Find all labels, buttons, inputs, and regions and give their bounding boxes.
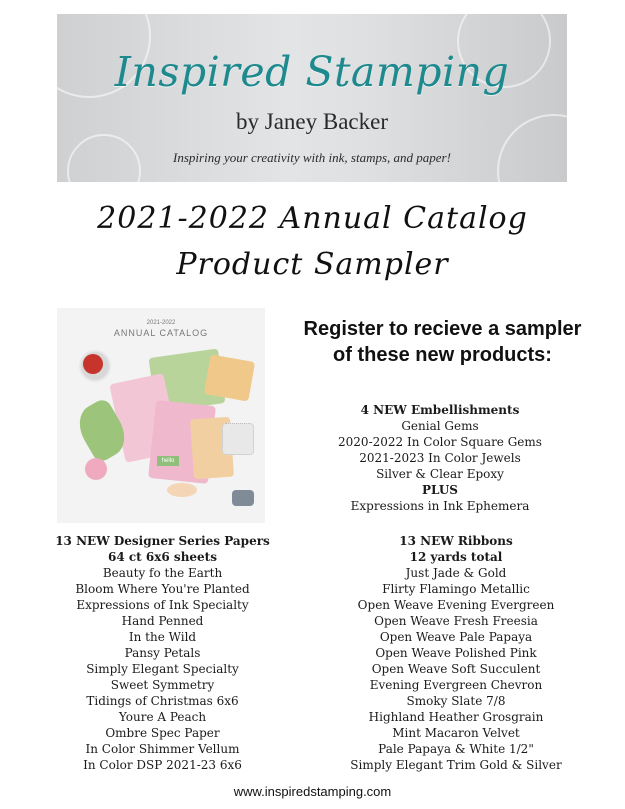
list-item: Smoky Slate 7/8 [406, 694, 506, 708]
list-item: Expressions in Ink Ephemera [350, 499, 530, 513]
list-item: Simply Elegant Specialty [86, 662, 239, 676]
ribbons-subheader: 12 yards total [409, 550, 503, 564]
list-item: Open Weave Polished Pink [375, 646, 537, 660]
register-line2: of these new products: [333, 344, 552, 366]
cover-year: 2021-2022 [146, 320, 176, 326]
flower-decoration [85, 458, 107, 480]
card-orange [204, 354, 255, 401]
list-item: Youre A Peach [118, 710, 207, 724]
catalog-cover-image [57, 308, 265, 523]
header-banner [57, 14, 567, 182]
list-item: Bloom Where You're Planted [75, 582, 250, 596]
list-item: 2021-2023 In Color Jewels [359, 451, 521, 465]
page-title [0, 196, 625, 288]
list-item: Highland Heather Grosgrain [368, 710, 544, 724]
ribbon-decoration [167, 483, 197, 497]
list-item: Pale Papaya & White 1/2" [378, 742, 534, 756]
register-heading [270, 316, 615, 368]
list-item: Genial Gems [401, 419, 479, 433]
list-item: In Color DSP 2021-23 6x6 [83, 758, 242, 772]
list-item: Silver & Clear Epoxy [376, 467, 504, 481]
list-item: Beauty fo the Earth [102, 566, 223, 580]
list-item: In the Wild [128, 630, 197, 644]
list-item: Open Weave Soft Succulent [371, 662, 541, 676]
hello-tag: hello [157, 456, 179, 466]
page-title-line1: 2021-2022 Annual Catalog [97, 201, 528, 236]
embellishments-list [300, 402, 580, 514]
plus-label: PLUS [422, 483, 458, 497]
designer-papers-list [40, 533, 285, 773]
brand-tagline: Inspiring your creativity with ink, stamps, and paper! [173, 150, 451, 165]
list-item: Tidings of Christmas 6x6 [86, 694, 239, 708]
list-item: Ombre Spec Paper [105, 726, 220, 740]
list-item: In Color Shimmer Vellum [85, 742, 240, 756]
list-item: Open Weave Fresh Freesia [374, 614, 538, 628]
list-item: Just Jade & Gold [405, 566, 507, 580]
brand-byline: by Janey Backer [236, 109, 388, 134]
cover-label: ANNUAL CATALOG [113, 328, 209, 338]
list-item: Hand Penned [121, 614, 204, 628]
list-item: Evening Evergreen Chevron [369, 678, 543, 692]
embellishments-header: 4 NEW Embellishments [360, 403, 520, 417]
list-item: Open Weave Pale Papaya [379, 630, 533, 644]
list-item: Simply Elegant Trim Gold & Silver [350, 758, 562, 772]
list-item: Expressions of Ink Specialty [76, 598, 249, 612]
list-item: Mint Macaron Velvet [392, 726, 520, 740]
list-item: Sweet Symmetry [110, 678, 215, 692]
page-title-line2: Product Sampler [176, 247, 449, 282]
list-item: Pansy Petals [124, 646, 201, 660]
papers-subheader: 64 ct 6x6 sheets [108, 550, 217, 564]
stampin-up-logo [232, 490, 254, 506]
embellishment-sheet [222, 423, 254, 455]
list-item: Flirty Flamingo Metallic [382, 582, 530, 596]
papers-header: 13 NEW Designer Series Papers [55, 534, 270, 548]
list-item: 2020-2022 In Color Square Gems [338, 435, 542, 449]
brand-title: Inspired Stamping [114, 48, 510, 96]
list-item: Open Weave Evening Evergreen [357, 598, 555, 612]
register-line1: Register to recieve a sampler [303, 318, 582, 340]
ink-pad-red [83, 354, 103, 374]
ribbons-header: 13 NEW Ribbons [399, 534, 513, 548]
website-url[interactable]: www.inspiredstamping.com [233, 784, 392, 799]
ribbons-list [322, 533, 590, 773]
